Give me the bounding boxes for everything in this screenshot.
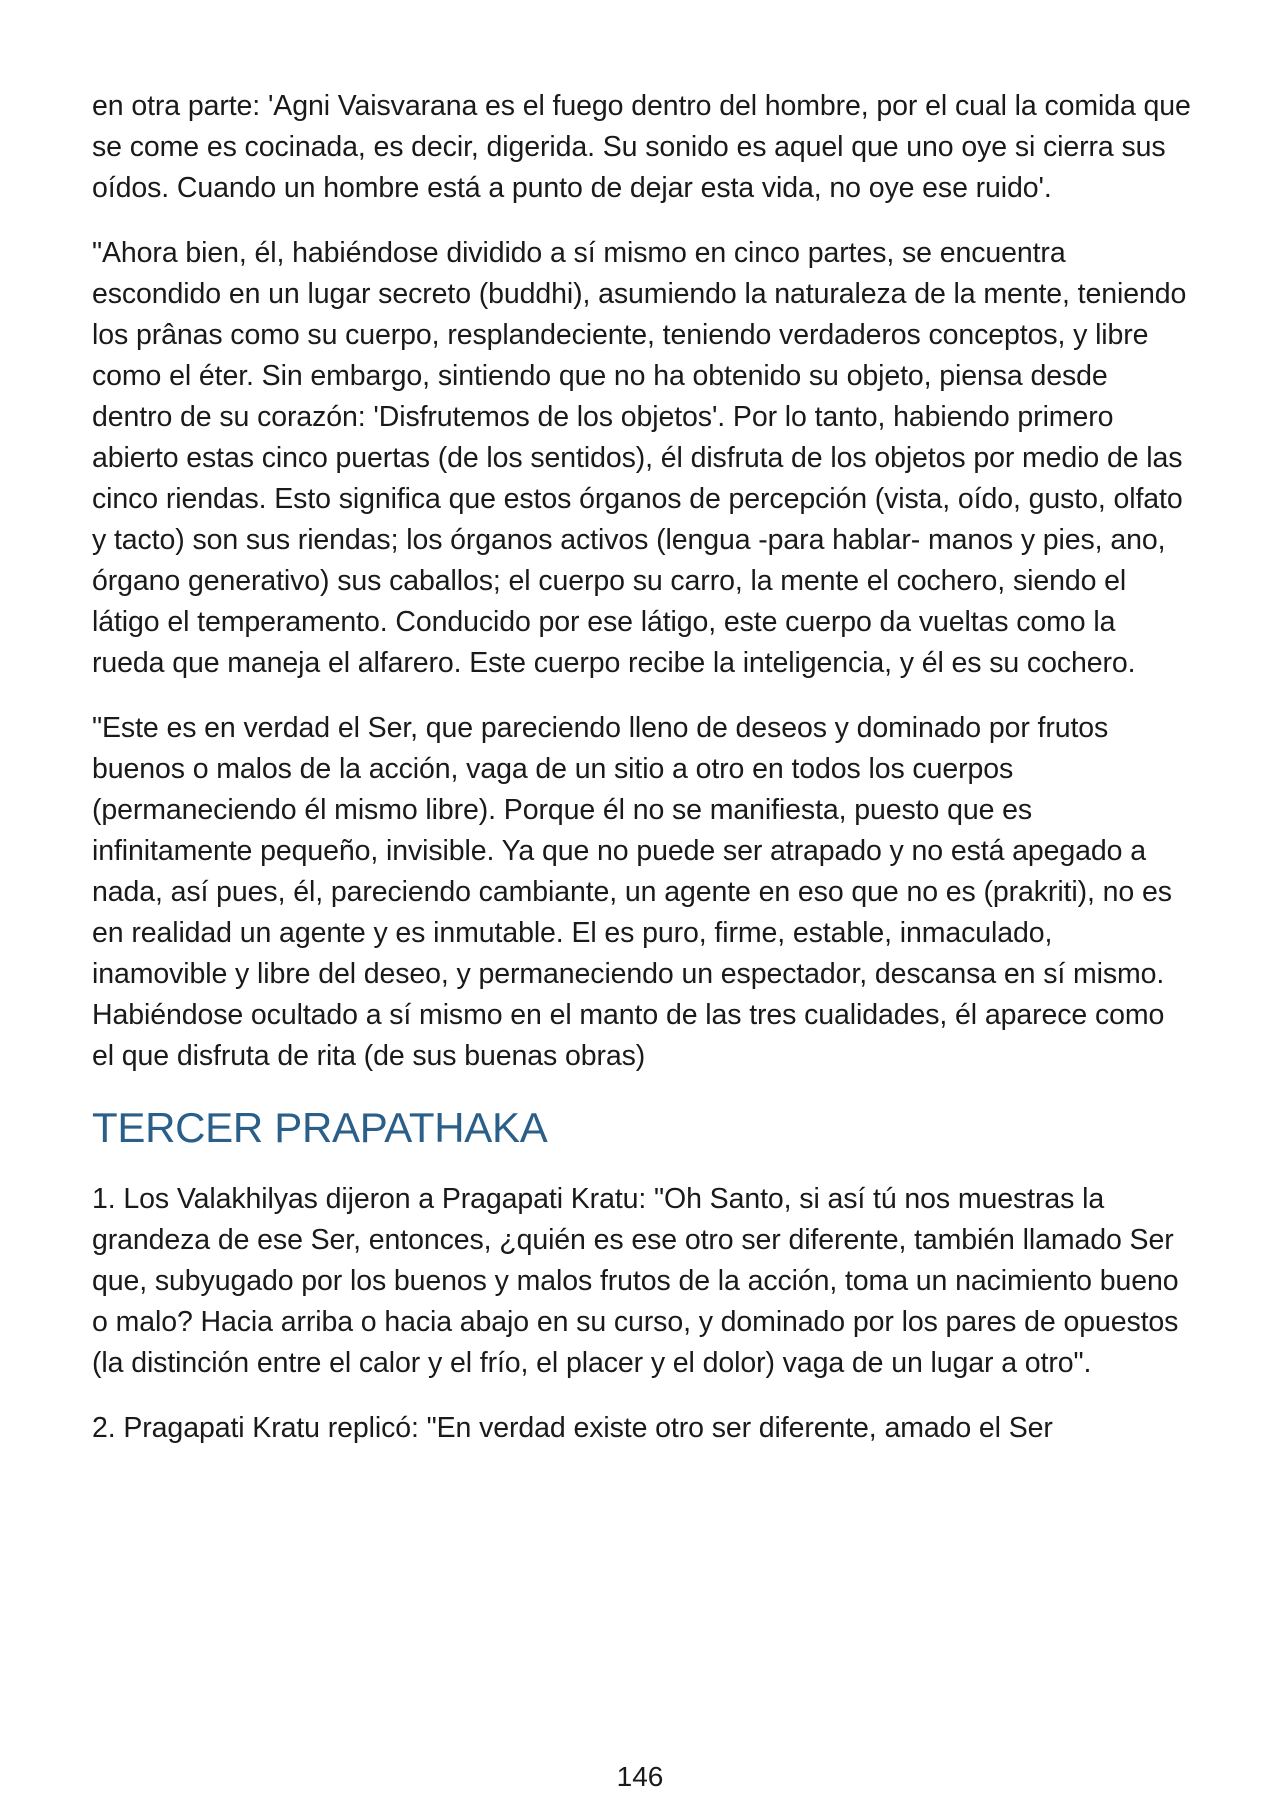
paragraph: "Ahora bien, él, habiéndose dividido a sí mismo en cinco partes, se encuentra escondido en un lugar secreto (buddhi), asumiendo la naturaleza de la mente, teniendo los prânas como su cuerpo, resplandeciente, teniendo verdaderos conceptos, y libre como el éter. Sin embargo, sintiendo que no ha obtenido su objeto, piensa desde dentro de su corazón: 'Disfrutemos de los objetos'. Por lo tanto, habiendo primero abierto estas cinco puertas (de los sentidos), él disfruta de los objetos por medio de las cinco riendas. Esto significa que estos órganos de percepción (vista, oído, gusto, olfato y tacto) son sus riendas; los órganos activos (lengua -para hablar- manos y pies, ano, órgano generativo) sus caballos; el cuerpo su carro, la mente el cochero, siendo el látigo el temperamento. Conducido por ese látigo, este cuerpo da vueltas como la rueda que maneja el alfarero. Este cuerpo recibe la inteligencia, y él es su cochero.	[92, 237, 1187, 679]
paragraph: 2. Pragapati Kratu replicó: "En verdad existe otro ser diferente, amado el Ser	[92, 1412, 1053, 1444]
section-heading: TERCER PRAPATHAKA	[92, 1104, 548, 1151]
page-number: 146	[616, 1761, 664, 1792]
page-content	[92, 86, 1192, 1473]
paragraph: en otra parte: 'Agni Vaisvarana es el fuego dentro del hombre, por el cual la comida que se come es cocinada, es decir, digerida. Su sonido es aquel que uno oye si cierra sus oídos. Cuando un hombre está a punto de dejar esta vida, no oye ese ruido'.	[92, 90, 1191, 204]
paragraph: "Este es en verdad el Ser, que pareciendo lleno de deseos y dominado por frutos buenos o malos de la acción, vaga de un sitio a otro en todos los cuerpos (permaneciendo él mismo libre). Porque él no se manifiesta, puesto que es infinitamente pequeño, invisible. Ya que no puede ser atrapado y no está apegado a nada, así pues, él, pareciendo cambiante, un agente en eso que no es (prakriti), no es en realidad un agente y es inmutable. El es puro, firme, estable, inmaculado, inamovible y libre del deseo, y permaneciendo un espectador, descansa en sí mismo. Habiéndose ocultado a sí mismo en el manto de las tres cualidades, él aparece como el que disfruta de rita (de sus buenas obras)	[92, 712, 1172, 1072]
paragraph: 1. Los Valakhilyas dijeron a Pragapati Kratu: "Oh Santo, si así tú nos muestras la grandeza de ese Ser, entonces, ¿quién es ese otro ser diferente, también llamado Ser que, subyugado por los buenos y malos frutos de la acción, toma un nacimiento bueno o malo? Hacia arriba o hacia abajo en su curso, y dominado por los pares de opuestos (la distinción entre el calor y el frío, el placer y el dolor) vaga de un lugar a otro".	[92, 1183, 1179, 1379]
